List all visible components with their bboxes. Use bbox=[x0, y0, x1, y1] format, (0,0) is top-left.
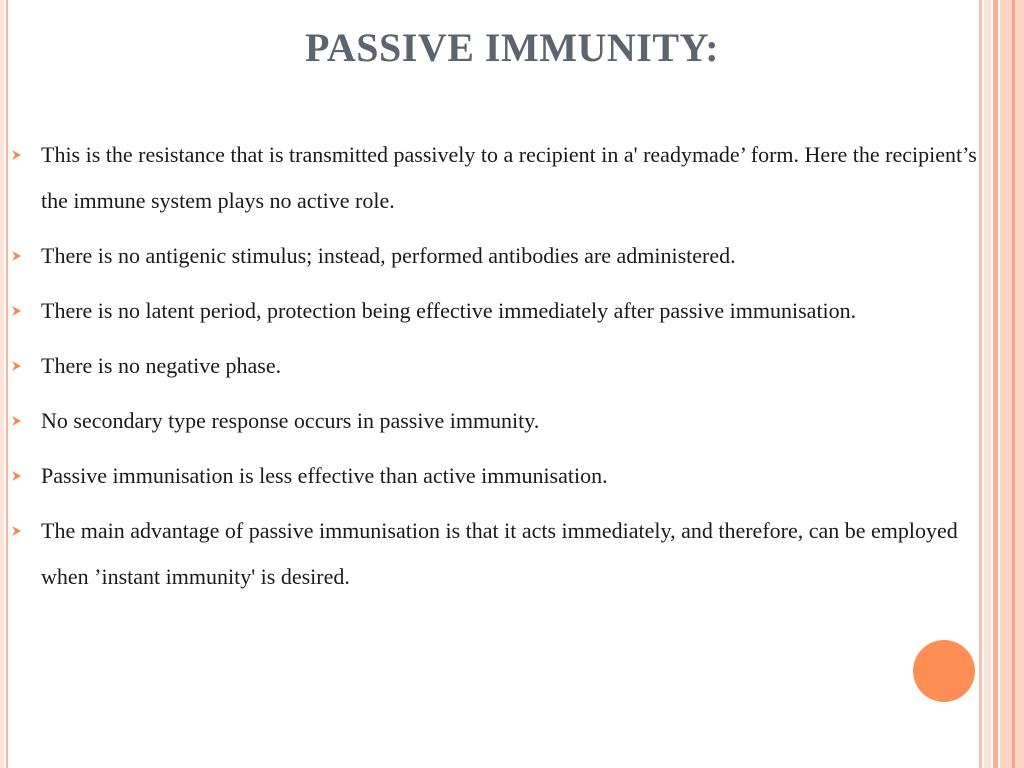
bullet-item bbox=[10, 343, 995, 389]
arrowhead-bullet-icon bbox=[10, 250, 22, 262]
bullet-item bbox=[10, 508, 995, 600]
arrowhead-bullet-icon bbox=[10, 470, 22, 482]
bullet-list bbox=[10, 132, 995, 609]
arrowhead-bullet-icon bbox=[10, 525, 22, 537]
bullet-text: Passive immunisation is less effective than active immunisation. bbox=[41, 463, 608, 488]
bullet-text: There is no latent period, protection being effective immediately after passive immunisation. bbox=[41, 298, 857, 323]
bullet-text: This is the resistance that is transmitted passively to a recipient in a' readymade’ form. Here the recipient’s the immune system plays no active role. bbox=[41, 142, 977, 213]
bullet-item bbox=[10, 398, 995, 444]
bullet-item bbox=[10, 132, 995, 224]
left-decorative-stripe bbox=[6, 0, 8, 768]
decorative-orange-circle bbox=[913, 640, 975, 702]
slide-title: PASSIVE IMMUNITY: bbox=[304, 25, 720, 70]
bullet-text: There is no negative phase. bbox=[41, 353, 282, 378]
arrowhead-bullet-icon bbox=[10, 149, 22, 161]
arrowhead-bullet-icon bbox=[10, 415, 22, 427]
bullet-text: No secondary type response occurs in passive immunity. bbox=[41, 408, 540, 433]
bullet-text: There is no antigenic stimulus; instead, performed antibodies are administered. bbox=[41, 243, 736, 268]
left-decorative-stripe bbox=[0, 0, 4, 768]
bullet-text: The main advantage of passive immunisation is that it acts immediately, and therefore, can be employed when ’instant immunity' is desired. bbox=[41, 518, 958, 589]
bullet-item bbox=[10, 453, 995, 499]
bullet-item bbox=[10, 288, 995, 334]
arrowhead-bullet-icon bbox=[10, 305, 22, 317]
right-decorative-stripe bbox=[1012, 0, 1015, 768]
bullet-item bbox=[10, 233, 995, 279]
arrowhead-bullet-icon bbox=[10, 360, 22, 372]
